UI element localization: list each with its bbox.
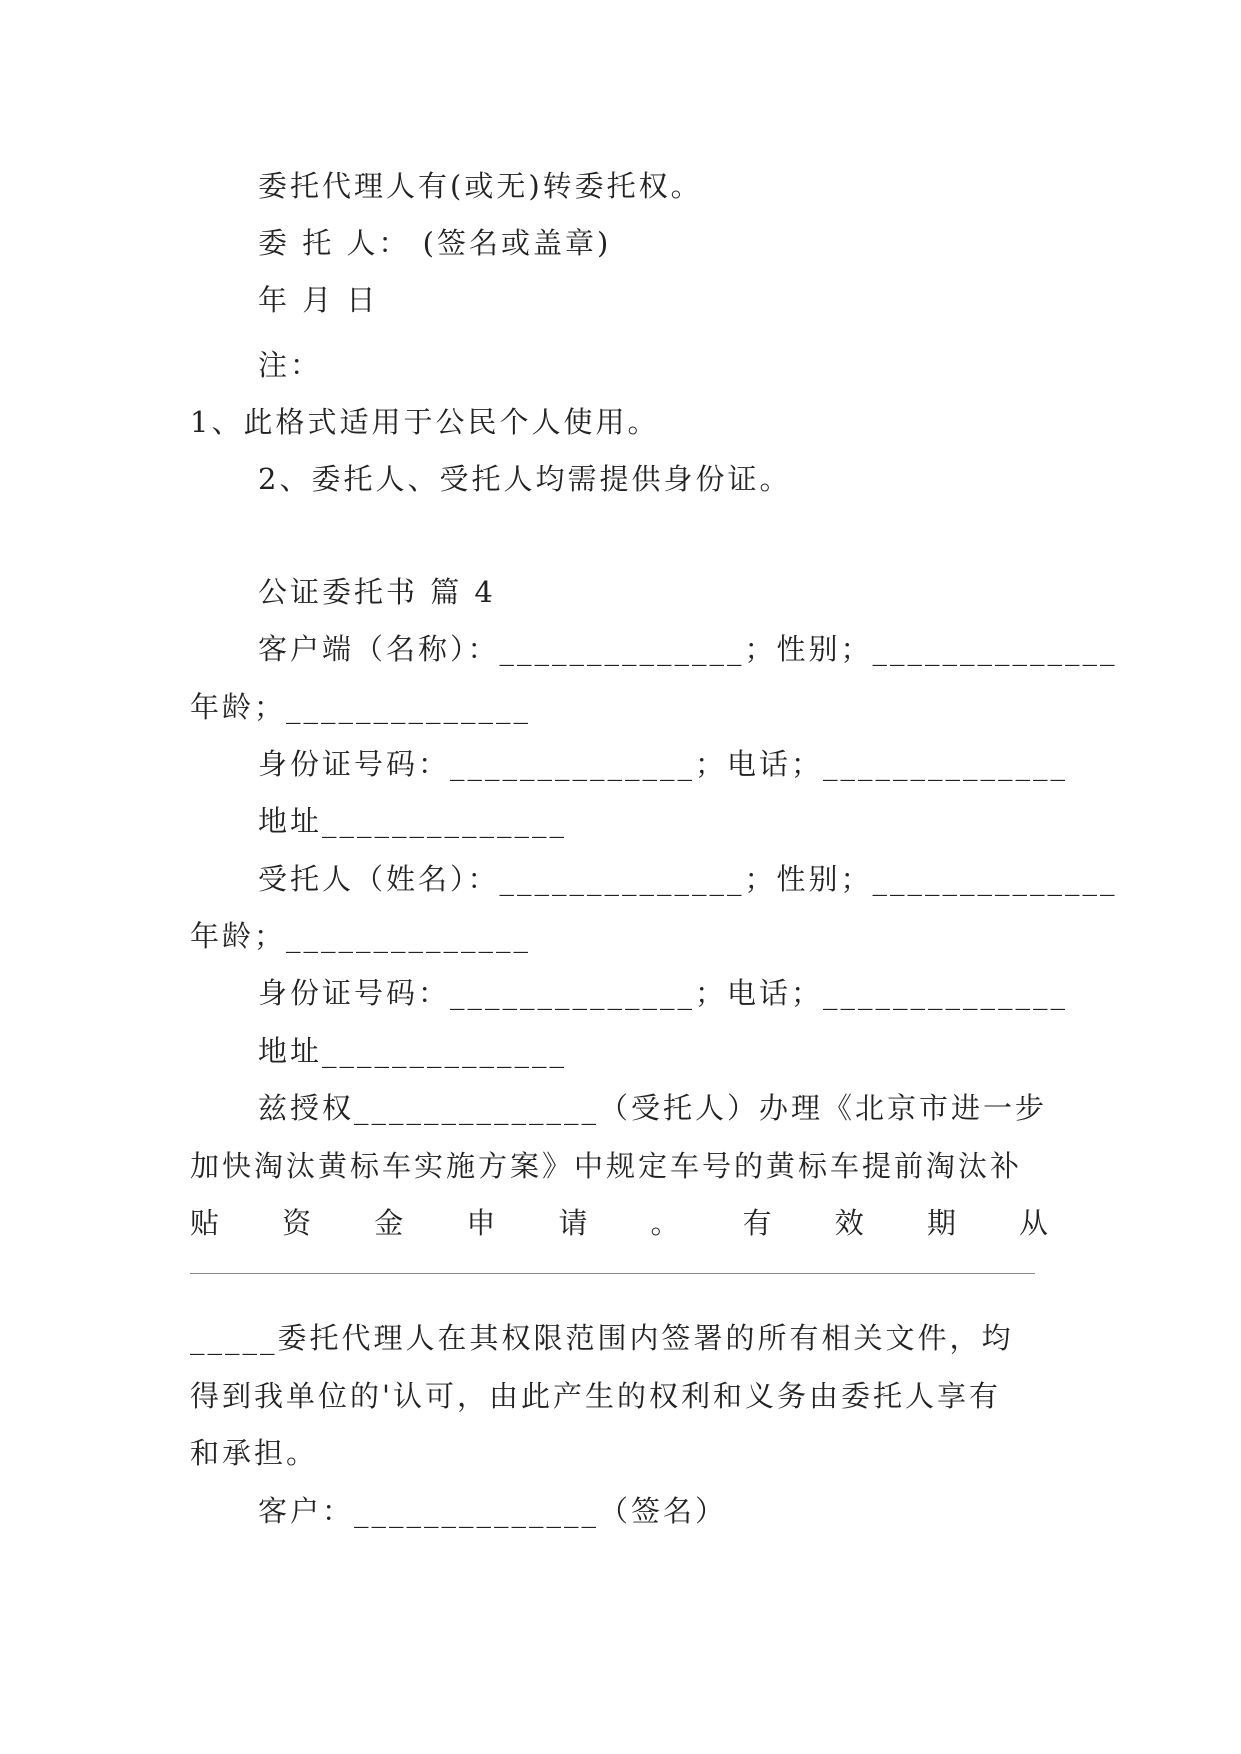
justified-char: 申 — [466, 1206, 496, 1240]
authorization-line-2: 加快淘汰黄标车实施方案》中规定车号的黄标车提前淘汰补 — [190, 1149, 1023, 1183]
date-line: 年 月 日 — [258, 283, 379, 317]
authorization-line-3 — [190, 1203, 1048, 1243]
note-heading: 注： — [258, 348, 323, 382]
validity-period-blank-line — [190, 1273, 1035, 1274]
client-signature-line: 客户：______________（签名） — [258, 1494, 728, 1528]
note-item-1: 1、此格式适用于公民个人使用。 — [190, 405, 660, 439]
authorization-line-4: _____委托代理人在其权限范围内签署的所有相关文件，均 — [190, 1321, 1014, 1355]
justified-char: 。 — [650, 1206, 680, 1240]
note-item-2: 2、委托人、受托人均需提供身份证。 — [258, 462, 792, 496]
agent-age-line: 年龄；______________ — [190, 919, 532, 953]
authorization-line-1: 兹授权______________（受托人）办理《北京市进一步 — [258, 1091, 1048, 1125]
justified-char: 贴 — [190, 1206, 220, 1240]
client-name-line: 客户端（名称）：______________；性别；______________ — [258, 632, 1118, 666]
justified-char: 金 — [374, 1206, 404, 1240]
sub-delegation-line: 委托代理人有(或无)转委托权。 — [258, 169, 703, 203]
justified-char: 有 — [742, 1206, 772, 1240]
justified-char: 资 — [282, 1206, 312, 1240]
client-address-line: 地址______________ — [258, 804, 568, 838]
agent-name-line: 受托人（姓名）：______________；性别；______________ — [258, 862, 1118, 896]
justified-char: 从 — [1018, 1206, 1048, 1240]
justified-char: 效 — [834, 1206, 864, 1240]
agent-address-line: 地址______________ — [258, 1034, 568, 1068]
justified-char: 请 — [558, 1206, 588, 1240]
justified-char: 期 — [926, 1206, 956, 1240]
client-id-line: 身份证号码：______________；电话；______________ — [258, 747, 1069, 781]
authorization-line-6: 和承担。 — [190, 1436, 319, 1470]
principal-signature-line: 委 托 人： (签名或盖章) — [258, 226, 612, 260]
authorization-line-5: 得到我单位的'认可，由此产生的权利和义务由委托人享有 — [190, 1379, 1001, 1413]
section-heading: 公证委托书 篇 4 — [258, 575, 496, 609]
agent-id-line: 身份证号码：______________；电话；______________ — [258, 976, 1069, 1010]
client-age-line: 年龄；______________ — [190, 690, 532, 724]
